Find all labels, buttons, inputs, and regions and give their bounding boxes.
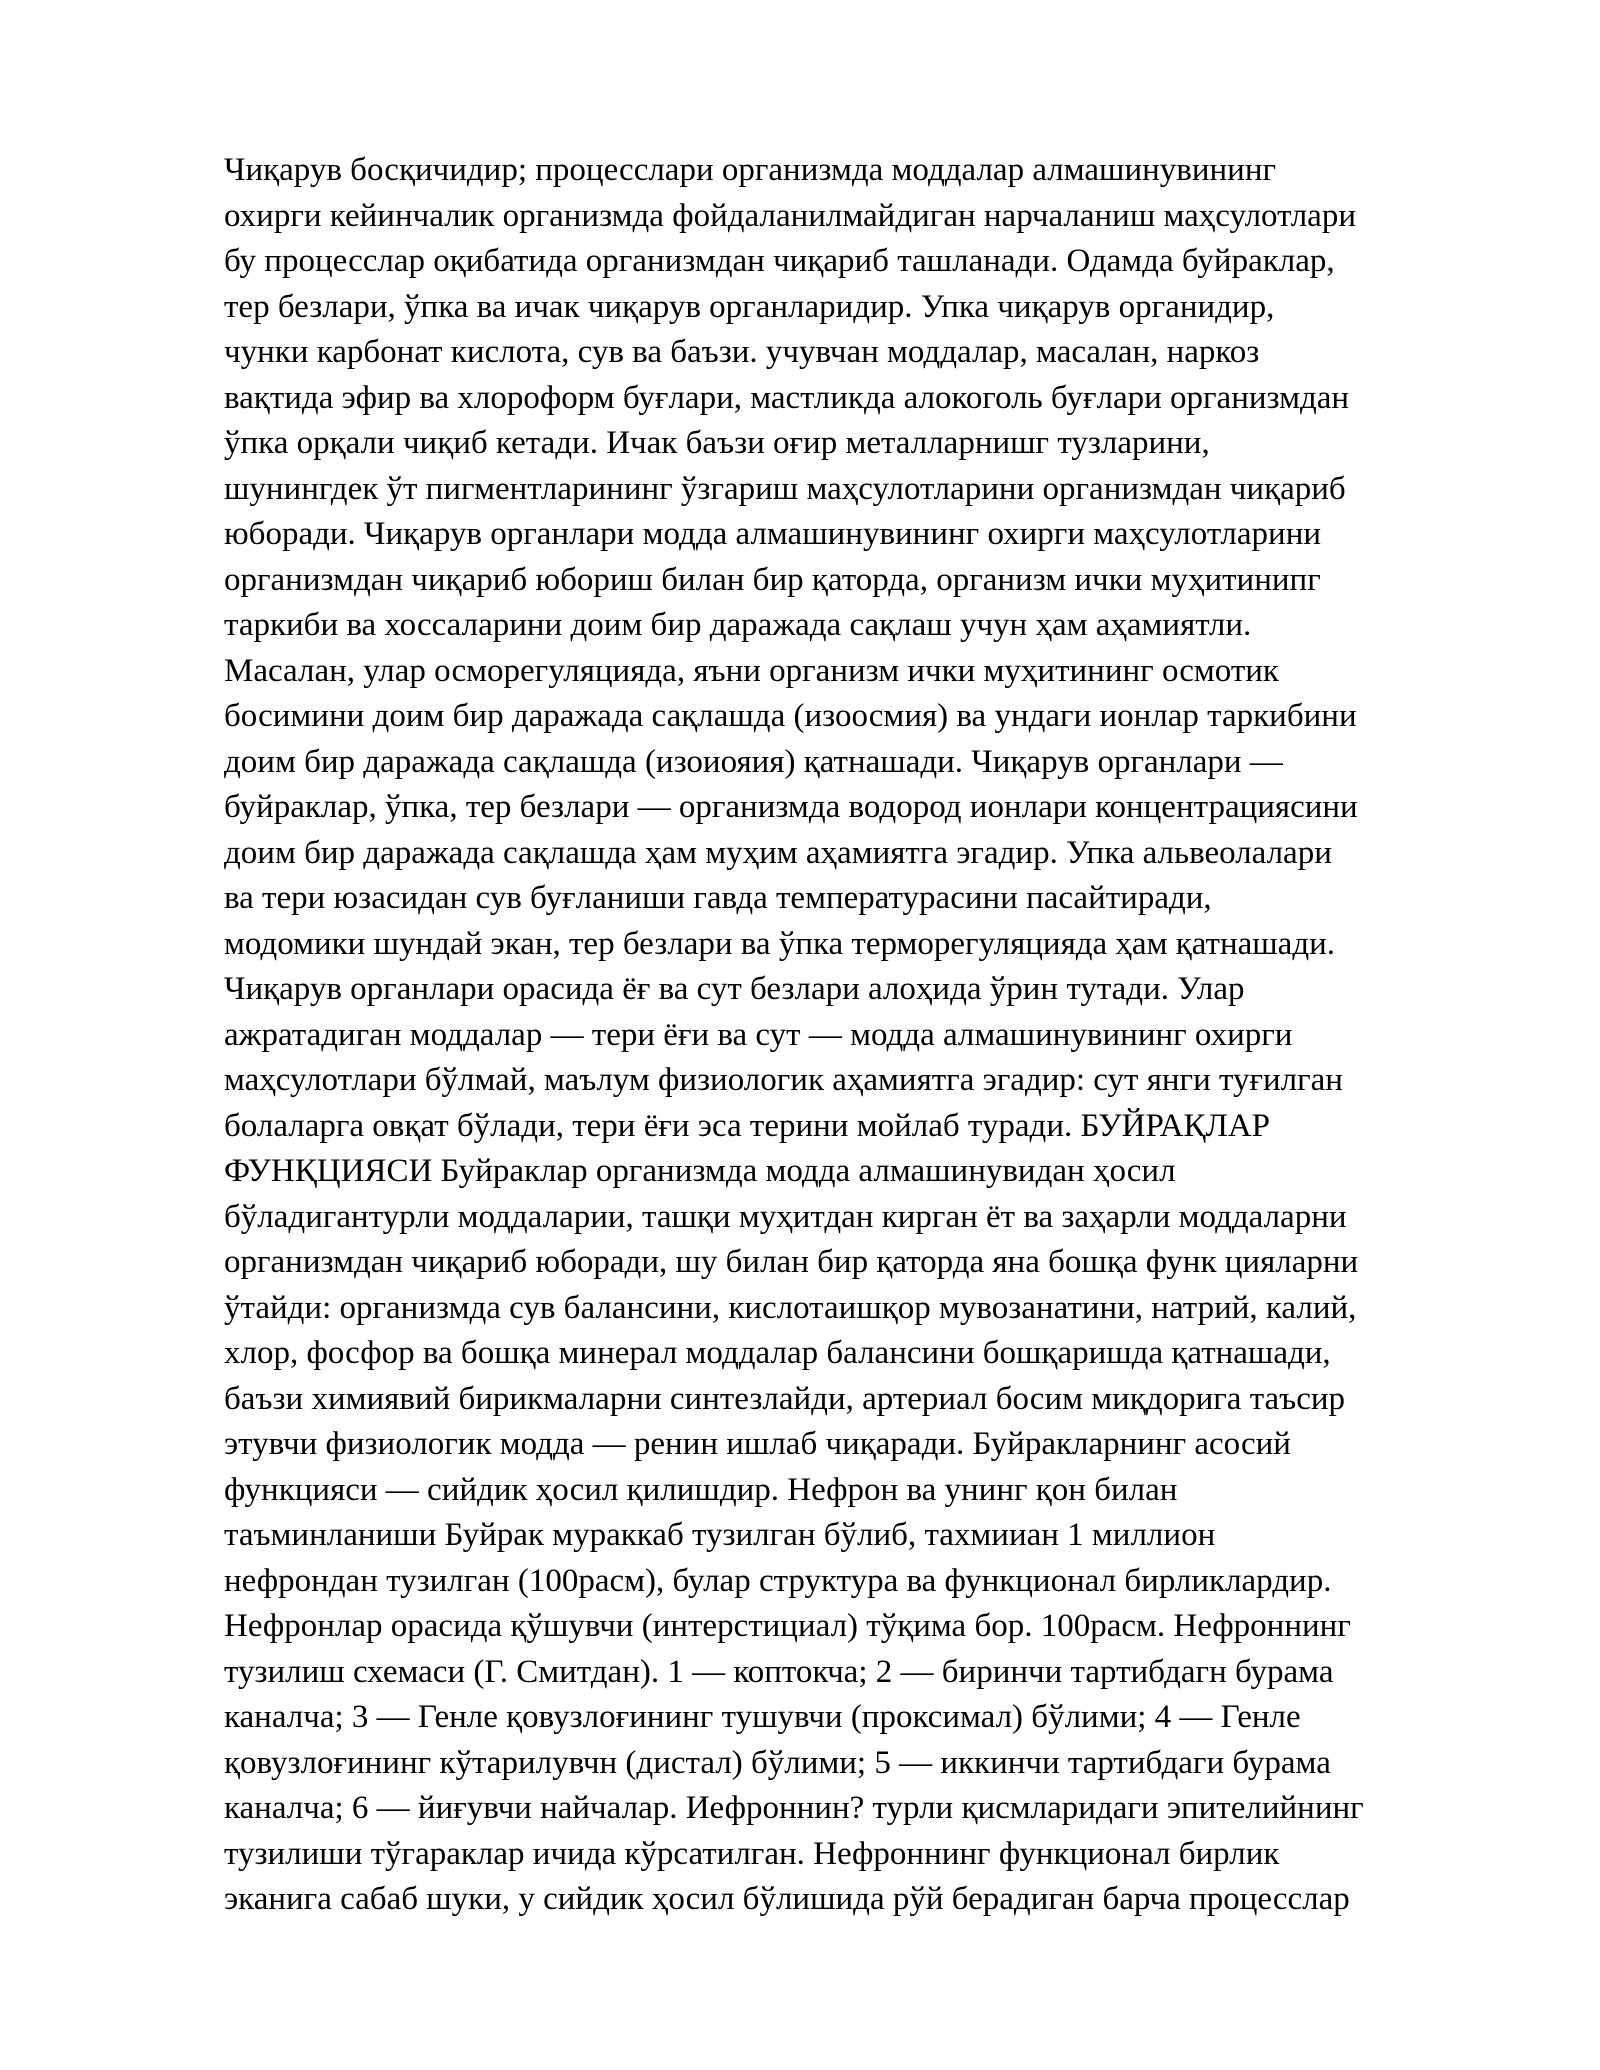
text-line: тузилиши тўгараклар ичида кўрсатилган. Нефроннинг функционал бирлик bbox=[224, 1835, 1280, 1872]
text-line: организмдан чиқариб юборади, шу билан бир қаторда яна бошқа функ цияларни bbox=[224, 1244, 1359, 1280]
text-line: болаларга овқат бўлади, тери ёғи эса терини мойлаб туради. БУЙРАҚЛАР bbox=[224, 1107, 1271, 1144]
text-line: ФУНҚЦИЯСИ Буйраклар организмда модда алмашинувидан ҳосил bbox=[224, 1153, 1176, 1189]
text-line: қовузлоғининг кўтарилувчн (дистал) бўлими; 5 — иккинчи тартибдаги бурама bbox=[224, 1744, 1331, 1781]
text-line: таркиби ва хоссаларини доим бир даражада сақлаш учун ҳам аҳамиятли. bbox=[224, 607, 1252, 643]
text-line: ўпка орқали чиқиб кетади. Ичак баъзи оғир металларнишг тузларини, bbox=[224, 425, 1210, 461]
text-line: каналча; 6 — йиғувчи найчалар. Иефроннин? турли қисмларидаги эпителийнинг bbox=[224, 1790, 1364, 1826]
text-line: хлор, фосфор ва бошқа минерал моддалар балансини бошқаришда қатнашади, bbox=[224, 1335, 1331, 1371]
text-line: Масалан, улар осморегуляцияда, яъни организм ички муҳитининг осмотик bbox=[224, 652, 1279, 689]
text-line: доим бир даражада сақлашда ҳам муҳим аҳамиятга эгадир. Упка альвеолалари bbox=[224, 834, 1332, 871]
text-line: баъзи химиявий бирикмаларни синтезлайди, артериал босим миқдорига таъсир bbox=[224, 1380, 1346, 1417]
text-line: тузилиш схемаси (Г. Смитдан). 1 — коптокча; 2 — биринчи тартибдагн бурама bbox=[224, 1653, 1334, 1690]
text-line: доим бир даражада сақлашда (изоиояия) қатнашади. Чиқарув органлари — bbox=[224, 743, 1283, 780]
text-line: этувчи физиологик модда — ренин ишлаб чиқаради. Буйракларнинг асосий bbox=[224, 1426, 1291, 1462]
text-line: Чиқарув органлари орасида ёғ ва сут безлари алоҳида ўрин тутади. Улар bbox=[224, 971, 1245, 1007]
text-line: ва тери юзасидан сув буғланиши гавда температурасини пасайтиради, bbox=[224, 880, 1212, 916]
text-line: тер безлари, ўпка ва ичак чиқарув органларидир. Упка чиқарув органидир, bbox=[224, 288, 1275, 325]
text-line: охирги кейинчалик организмда фойдаланилмайдиган нарчаланиш маҳсулотлари bbox=[224, 197, 1356, 234]
text-line: юборади. Чиқарув органлари модда алмашинувининг охирги маҳсулотларини bbox=[224, 516, 1322, 552]
text-line: нефрондан тузилган (100расм), булар структура ва функционал бирликлардир. bbox=[224, 1562, 1332, 1599]
text-line: вақтида эфир ва хлороформ буғлари, мастликда алокоголь буғлари организмдан bbox=[224, 379, 1350, 416]
body-text bbox=[224, 148, 1524, 1923]
text-line: модомики шундай экан, тер безлари ва ўпка терморегуляцияда ҳам қатнашади. bbox=[224, 925, 1336, 962]
text-line: каналча; 3 — Генле қовузлоғининг тушувчи (проксимал) бўлими; 4 — Генле bbox=[224, 1699, 1301, 1735]
text-line: функцияси — сийдик ҳосил қилишдир. Нефрон ва унинг қон билан bbox=[224, 1471, 1178, 1508]
text-line: Чиқарув босқичидир; процесслари организмда моддалар алмашинувининг bbox=[224, 152, 1277, 188]
text-line: маҳсулотлари бўлмай, маълум физиологик аҳамиятга эгадир: сут янги туғилган bbox=[224, 1062, 1343, 1098]
text-line: босимини доим бир даражада сақлашда (изоосмия) ва ундаги ионлар таркибини bbox=[224, 698, 1357, 734]
text-line: бўладигантурли моддаларии, ташқи муҳитдан кирган ёт ва заҳарли моддаларни bbox=[224, 1198, 1347, 1235]
text-line: Нефронлар орасида қўшувчи (интерстициал) тўқима бор. 100расм. Нефроннинг bbox=[224, 1608, 1351, 1644]
text-line: шунингдек ўт пигментларининг ўзгариш маҳсулотларини организмдан чиқариб bbox=[224, 470, 1346, 507]
text-line: бу процесслар оқибатида организмдан чиқариб ташланади. Одамда буйраклар, bbox=[224, 243, 1335, 279]
text-line: эканига сабаб шуки, у сийдик ҳосил бўлишида рўй берадиган барча процесслар bbox=[224, 1881, 1350, 1917]
text-line: ўтайди: организмда сув балансини, кислотаишқор мувозанатини, натрий, калий, bbox=[224, 1289, 1357, 1326]
text-line: буйраклар, ўпка, тер безлари — организмда водород ионлари концентрациясини bbox=[224, 789, 1358, 825]
text-line: организмдан чиқариб юбориш билан бир қаторда, организм ички муҳитинипг bbox=[224, 561, 1321, 598]
text-line: таъминланиши Буйрак мураккаб тузилган бўлиб, тахмииан 1 миллион bbox=[224, 1517, 1216, 1553]
text-line: ажратадиган моддалар — тери ёғи ва сут — модда алмашинувининг охирги bbox=[224, 1016, 1293, 1053]
text-line: чунки карбонат кислота, сув ва баъзи. учувчан моддалар, масалан, наркоз bbox=[224, 334, 1260, 370]
